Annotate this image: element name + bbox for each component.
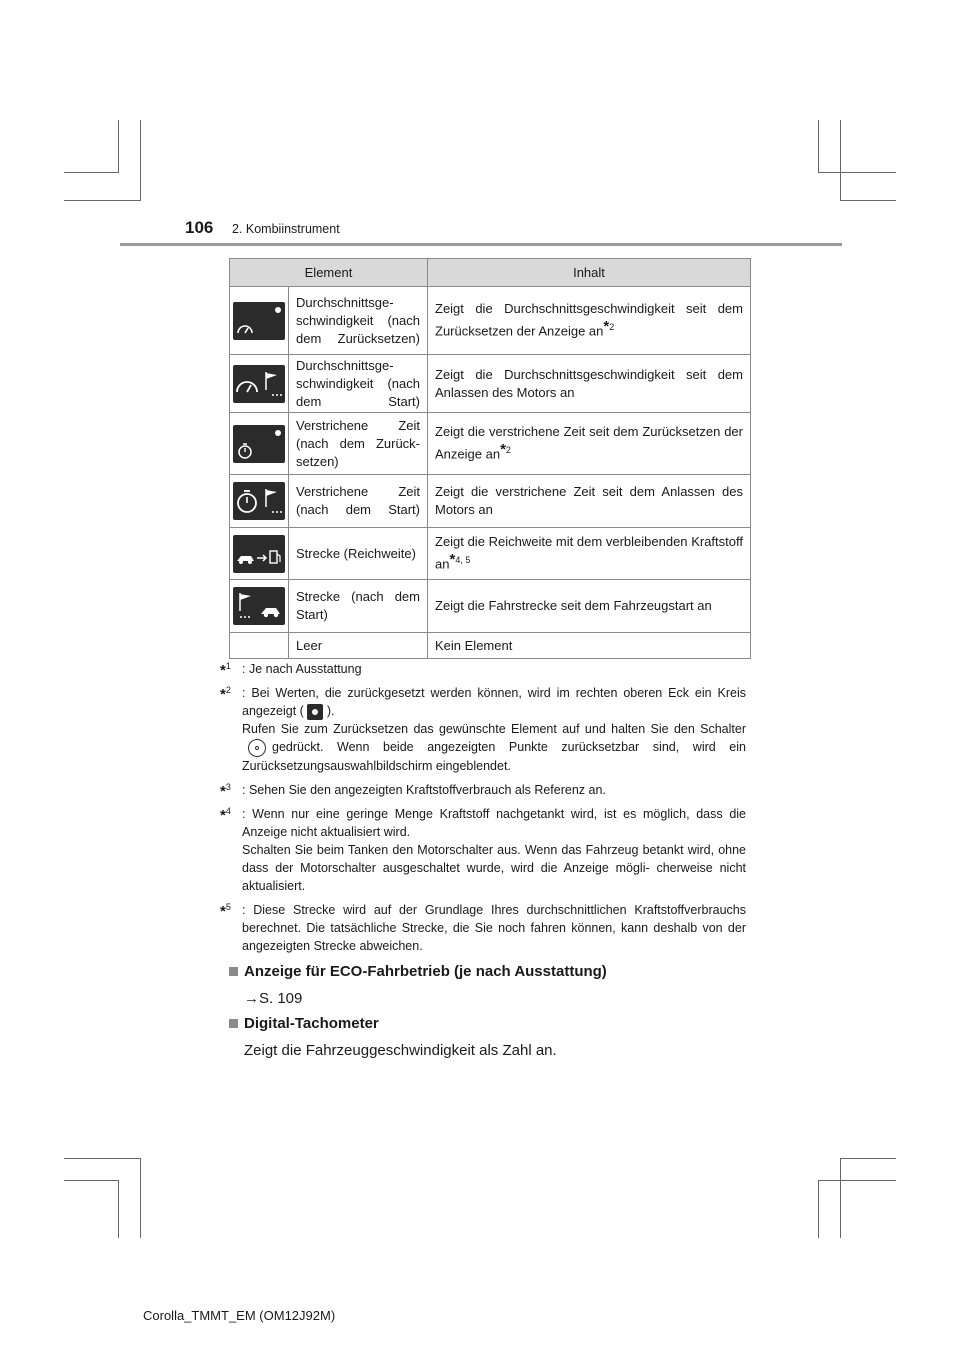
- header-rule: [120, 243, 842, 246]
- section-eco: Anzeige für ECO-Fahrbetrieb (je nach Ausstattung) →S. 109: [229, 963, 789, 1007]
- table-row: [230, 475, 751, 528]
- distance-start-icon: [233, 587, 285, 625]
- crop-mark: [818, 1180, 896, 1181]
- crop-mark: [64, 172, 119, 173]
- element-content: Zeigt die verstrichene Zeit seit dem Zurücksetzen der Anzeige an*$^2$: [428, 413, 751, 475]
- crop-mark: [818, 120, 819, 172]
- switch-icon: [248, 739, 266, 757]
- crop-mark: [818, 1180, 819, 1238]
- crop-mark: [840, 200, 896, 201]
- table-row: [230, 580, 751, 633]
- section-tacho: Digital-Tachometer Zeigt die Fahrzeuggeschwindigkeit als Zahl an.: [229, 1015, 789, 1059]
- crop-mark: [840, 1158, 896, 1159]
- element-name: Leer: [289, 633, 428, 659]
- range-fuel-icon: [233, 535, 285, 573]
- footnote-1: *$^1$ : Je nach Ausstattung: [220, 661, 362, 679]
- crop-mark: [118, 1180, 119, 1238]
- element-content: Kein Element: [428, 633, 751, 659]
- element-name: Strecke (nach dem Start): [289, 580, 428, 633]
- footnote-3: *$^3$ : Sehen Sie den angezeigten Kraftstoffverbrauch als Referenz an.: [220, 781, 606, 800]
- crop-mark: [818, 172, 896, 173]
- footnote-5: *$^5$ : Diese Strecke wird auf der Grundlage Ihres durchschnittlichen Kraftstoffverbrauchs berechnet. Die tatsächliche Strecke, die Sie noch fahren können, kann deshalb von der angezeigten Strecke abweichen.: [220, 901, 746, 953]
- section-title: 2. Kombiinstrument: [232, 222, 340, 236]
- speedometer-reset-icon: [233, 302, 285, 340]
- element-name: Verstrichene Zeit (nach dem Zurück- setzen): [289, 413, 428, 475]
- table-row: [230, 413, 751, 475]
- element-content: Zeigt die Durchschnittsgeschwindigkeit seit dem Zurücksetzen der Anzeige an*$^2$: [428, 287, 751, 355]
- table-row: [230, 287, 751, 355]
- element-name: Strecke (Reichweite): [289, 528, 428, 580]
- items-table: [229, 258, 751, 659]
- crop-mark: [140, 120, 141, 200]
- page-reference-link[interactable]: →S. 109: [244, 990, 303, 1007]
- page-number: 106: [185, 218, 214, 237]
- element-content: Zeigt die Reichweite mit dem verbleibenden Kraftstoff an*$^{4, 5}$: [428, 528, 751, 580]
- speedometer-start-icon: [233, 365, 285, 403]
- element-name: Durchschnittsge- schwindigkeit (nach dem Start): [289, 355, 428, 413]
- column-header-content: Inhalt: [428, 259, 751, 287]
- crop-mark: [64, 200, 141, 201]
- stopwatch-reset-icon: [233, 425, 285, 463]
- crop-mark: [118, 120, 119, 172]
- crop-mark: [840, 120, 841, 200]
- crop-mark: [140, 1158, 141, 1238]
- footer: Corolla_TMMT_EM (OM12J92M): [143, 1308, 336, 1323]
- square-bullet-icon: [229, 1019, 238, 1028]
- crop-mark: [64, 1158, 141, 1159]
- element-content: Zeigt die verstrichene Zeit seit dem Anlassen des Motors an: [428, 475, 751, 528]
- stopwatch-start-icon: [233, 482, 285, 520]
- element-name: Durchschnittsge- schwindigkeit (nach dem Zurücksetzen): [289, 287, 428, 355]
- table-row: [230, 633, 751, 659]
- table-row: [230, 528, 751, 580]
- element-content: Zeigt die Durchschnittsgeschwindigkeit seit dem Anlassen des Motors an: [428, 355, 751, 413]
- table-row: [230, 355, 751, 413]
- crop-mark: [64, 1180, 119, 1181]
- footnote-2: *$^2$ : Bei Werten, die zurückgesetzt werden können, wird im rechten oberen Eck ein Kreis angezeigt ( ). Rufen Sie zum Zurücksetzen das gewünschte Element auf und halten Sie den Schaltergedrückt. Wenn beide angezeigten Punkte zurücksetzbar sind, wird ein Zurücksetzungsauswahlbildschirm eingeblendet.: [220, 685, 746, 773]
- footnote-4: *$^4$ : Wenn nur eine geringe Menge Kraftstoff nachgetankt wird, ist es möglich, dass die Anzeige nicht aktualisiert wird. Schalten Sie beim Tanken den Motorschalter aus. Wenn das Fahrzeug betankt wird, ohne dass der Motorschalter ausgeschaltet wurde, wird die Anzeige mögli- cherweise nicht aktualisiert.: [220, 805, 746, 893]
- crop-mark: [840, 1158, 841, 1238]
- footnotes: [220, 660, 746, 961]
- column-header-element: Element: [230, 259, 428, 287]
- square-bullet-icon: [229, 967, 238, 976]
- reset-dot-icon: [307, 704, 323, 720]
- element-name: Verstrichene Zeit (nach dem Start): [289, 475, 428, 528]
- element-content: Zeigt die Fahrstrecke seit dem Fahrzeugstart an: [428, 580, 751, 633]
